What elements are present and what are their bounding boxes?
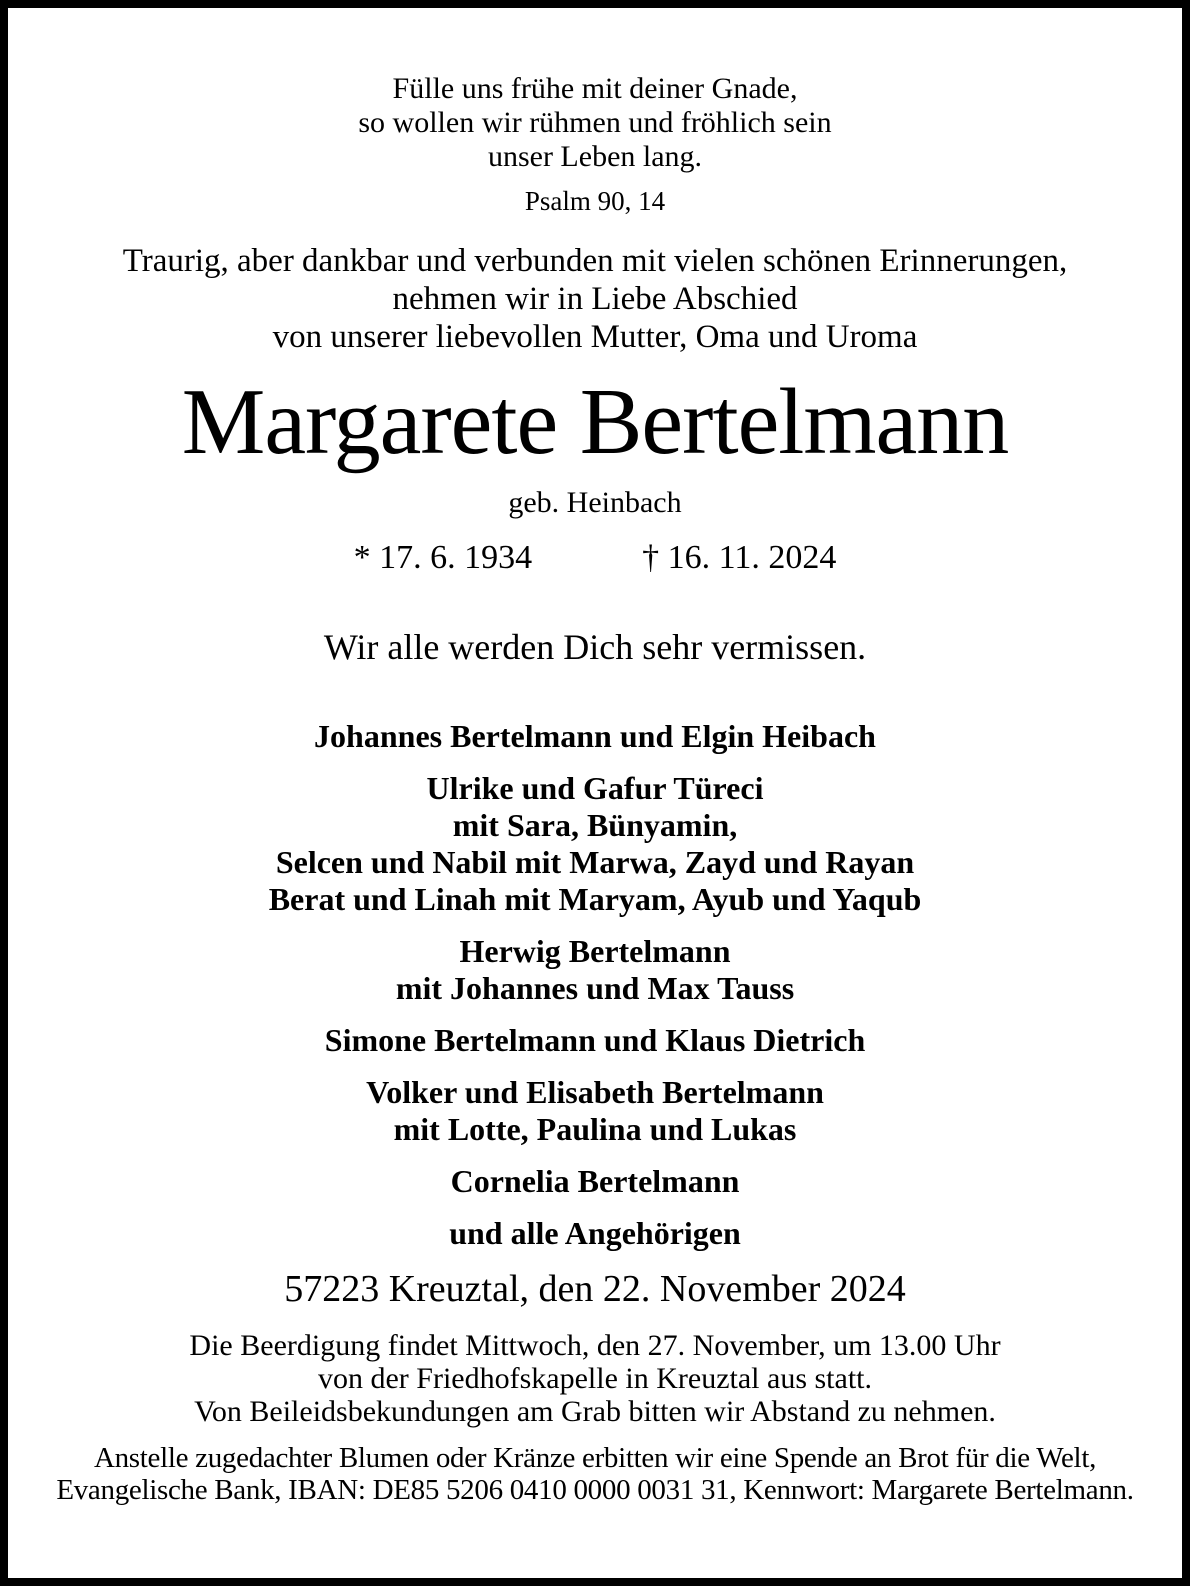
mourner-group [8,1215,1182,1252]
funeral-info-line: von der Friedhofskapelle in Kreuztal aus statt. [317,1362,872,1395]
mourner-line: Volker und Elisabeth Bertelmann [366,1074,824,1110]
donation-info [8,1442,1182,1506]
mourner-line: mit Lotte, Paulina und Lukas [393,1111,797,1147]
farewell-text: Wir alle werden Dich sehr vermissen. [323,627,867,667]
mourner-line: mit Sara, Bünyamin, [452,807,738,843]
mourner-group [8,1163,1182,1200]
funeral-info-line: Von Beileidsbekundungen am Grab bitten wir Abstand zu nehmen. [194,1395,996,1428]
mourner-group [8,1074,1182,1148]
psalm-verse-line: Fülle uns frühe mit deiner Gnade, [392,72,798,105]
mourner-line: und alle Angehörigen [449,1215,741,1251]
maiden-name: geb. Heinbach [508,486,682,519]
mourner-line: Herwig Bertelmann [459,933,731,969]
funeral-info [8,1329,1182,1428]
intro-line: Traurig, aber dankbar und verbunden mit vielen schönen Erinnerungen, [122,243,1068,279]
donation-info-line: Anstelle zugedachter Blumen oder Kränze erbitten wir eine Spende an Brot für die Welt, [93,1442,1097,1474]
mourners-list [8,718,1182,1252]
intro-paragraph [8,242,1182,356]
intro-line: nehmen wir in Liebe Abschied [392,281,798,317]
mourner-group [8,933,1182,1007]
psalm-reference: Psalm 90, 14 [524,186,666,216]
place-date-line: 57223 Kreuztal, den 22. November 2024 [284,1268,906,1310]
mourner-line: Selcen und Nabil mit Marwa, Zayd und Rayan [275,844,915,880]
psalm-verse-line: unser Leben lang. [487,140,703,173]
intro-line: von unserer liebevollen Mutter, Oma und Uroma [272,319,918,355]
mourner-group [8,1022,1182,1059]
psalm-verse-line: so wollen wir rühmen und fröhlich sein [358,106,832,139]
mourner-group [8,718,1182,755]
mourner-group [8,770,1182,918]
life-dates [8,538,1182,578]
donation-info-line: Evangelische Bank, IBAN: DE85 5206 0410 0000 0031 31, Kennwort: Margarete Bertelmann. [56,1474,1134,1506]
birth-date: * 17. 6. 1934 [353,539,533,576]
psalm-verse [8,72,1182,174]
mourner-line: Berat und Linah mit Maryam, Ayub und Yaqub [268,881,922,917]
mourner-line: Cornelia Bertelmann [450,1163,740,1199]
mourner-line: Johannes Bertelmann und Elgin Heibach [314,718,876,754]
mourner-line: Simone Bertelmann und Klaus Dietrich [324,1022,866,1058]
mourner-line: Ulrike und Gafur Türeci [426,770,764,806]
death-date: † 16. 11. 2024 [642,539,837,576]
funeral-info-line: Die Beerdigung findet Mittwoch, den 27. November, um 13.00 Uhr [189,1329,1001,1362]
mourner-line: mit Johannes und Max Tauss [395,970,795,1006]
deceased-name: Margarete Bertelmann [181,370,1009,474]
